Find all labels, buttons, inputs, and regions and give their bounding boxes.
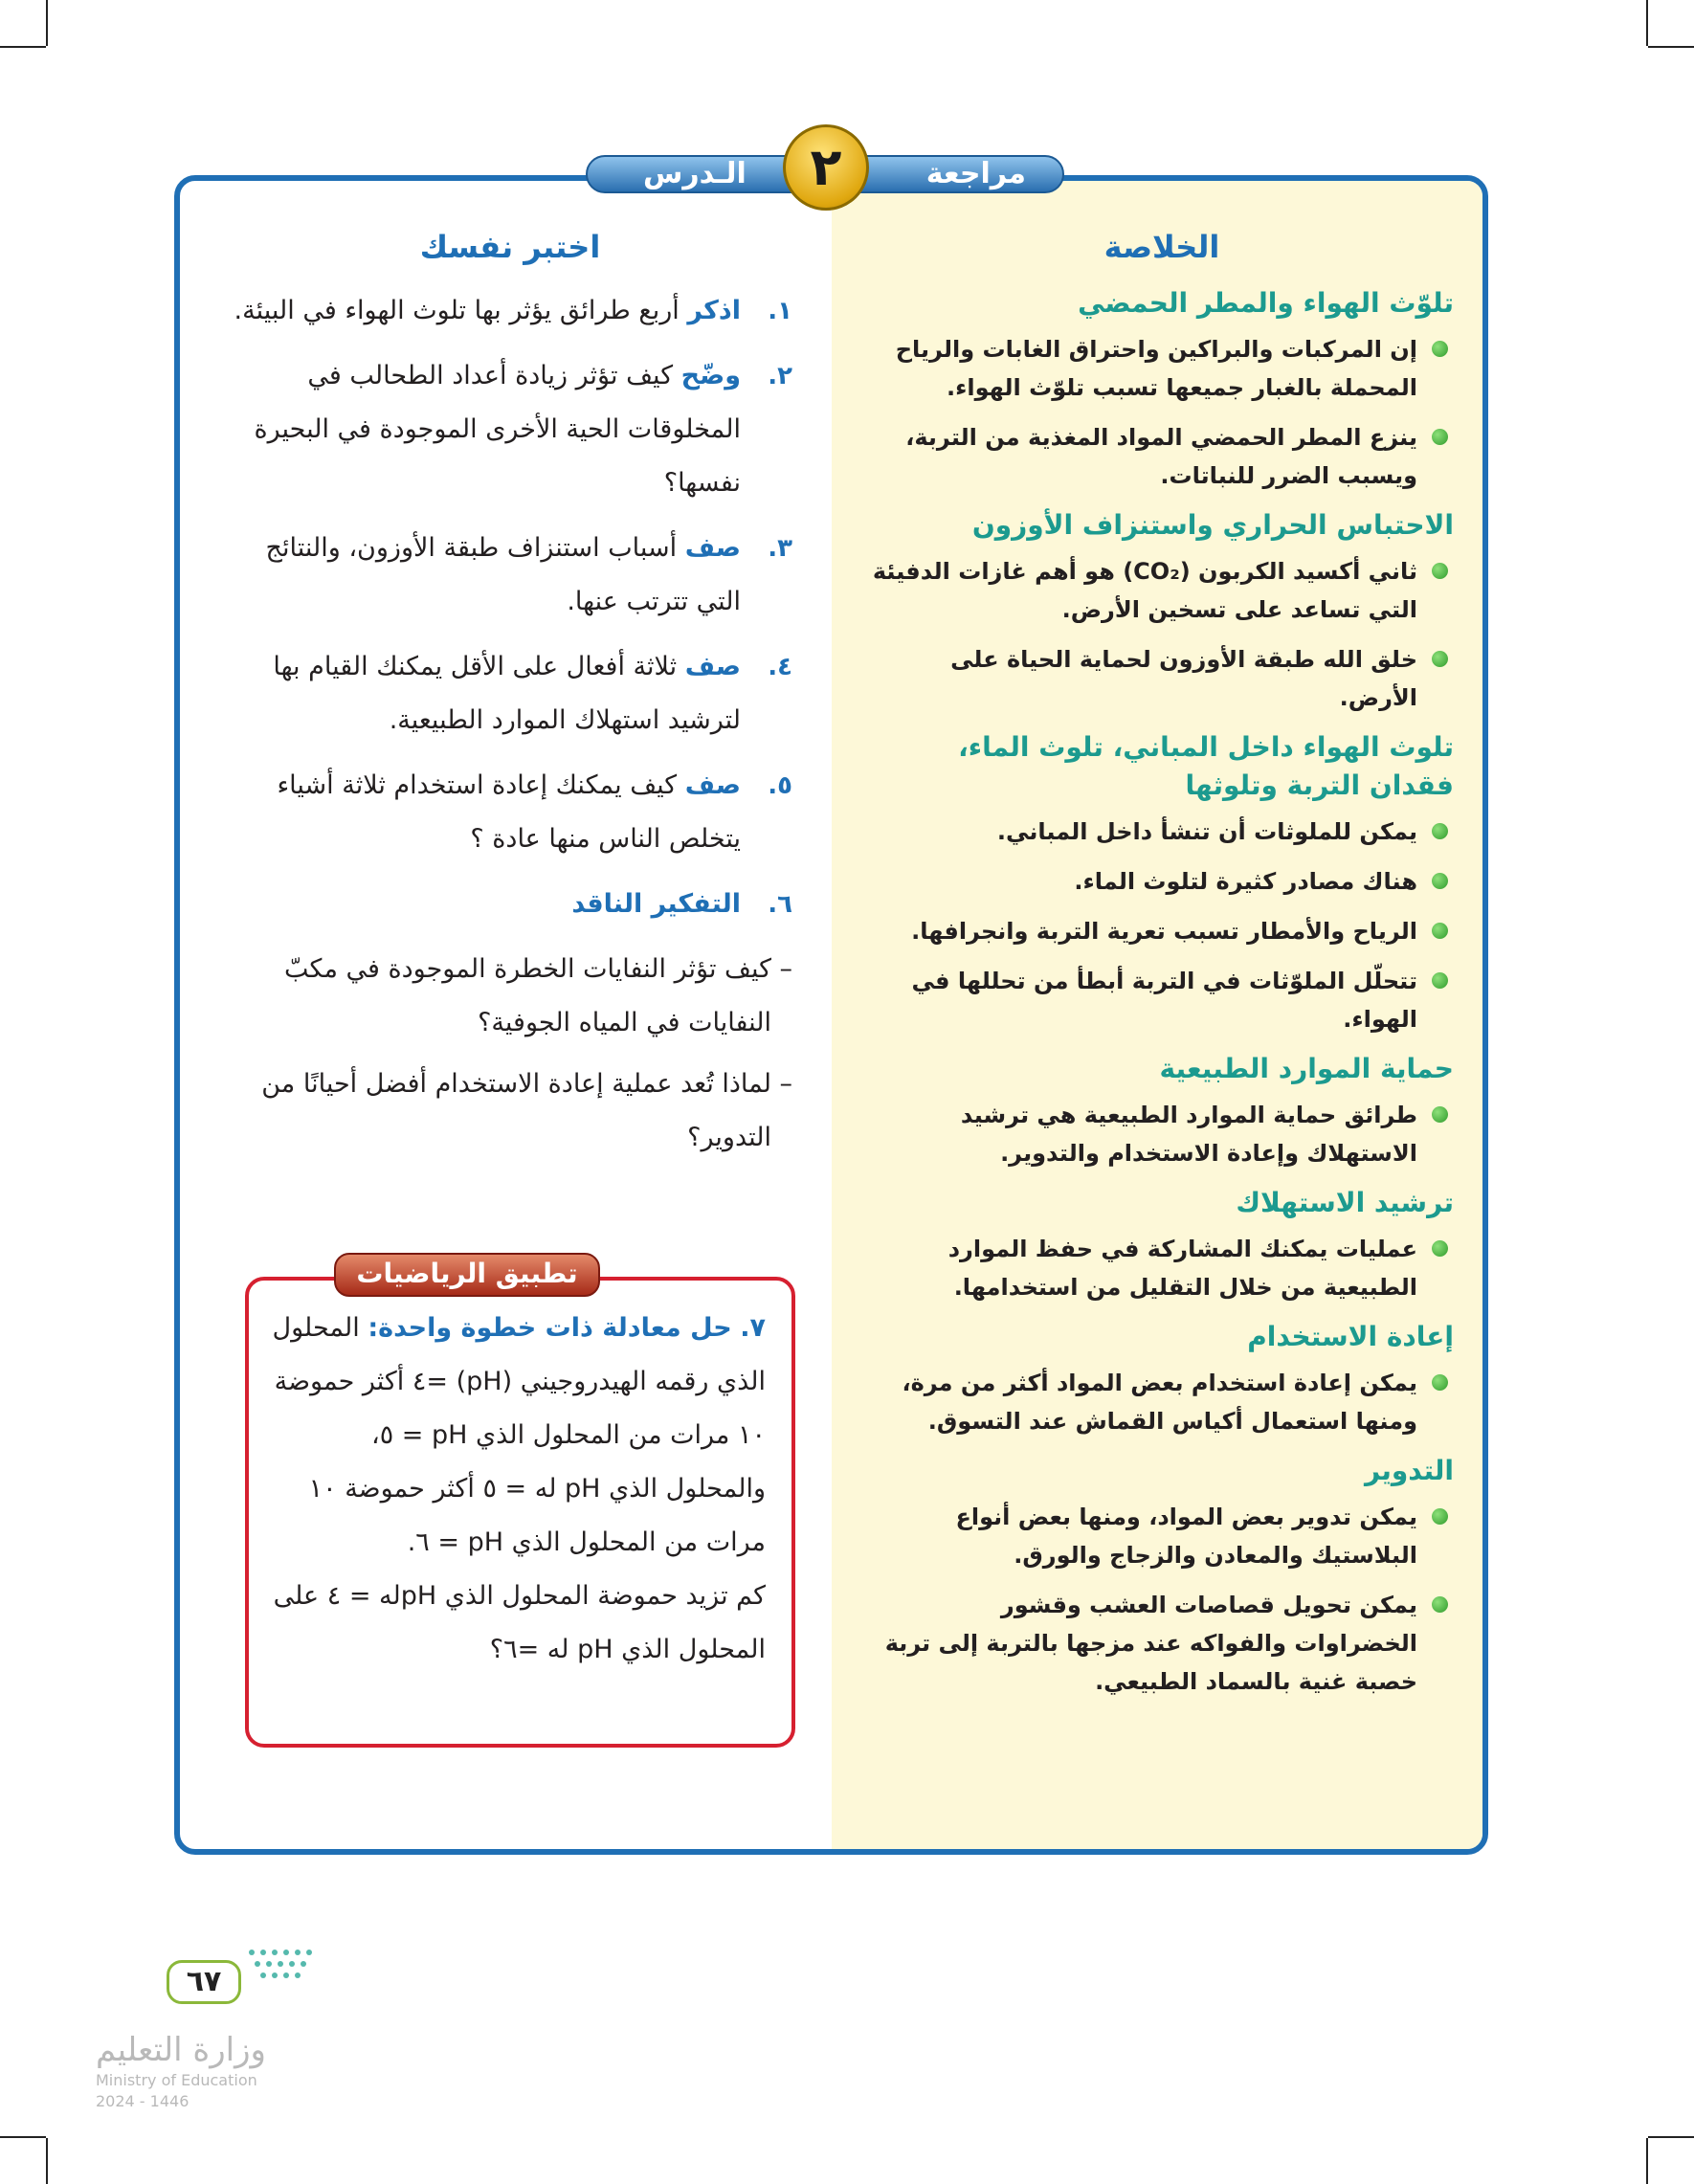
bullet-dot-icon [1432,1508,1448,1525]
crop-mark [1646,0,1648,46]
summary-bullet: الرياح والأمطار تسبب تعرية التربة وانجرافها. [870,912,1454,950]
bullet-dot-icon [1432,1240,1448,1257]
summary-bullet: يمكن إعادة استخدام بعض المواد أكثر من مرة، ومنها استعمال أكياس القماش عند التسوق. [870,1364,1454,1440]
question-item: ٦. التفكير الناقد [571,889,792,919]
question-item: ٢. وضّح كيف تؤثر زيادة أعداد الطحالب في المخلوقات الحية الأخرى الموجودة في البحيرة نفسها؟ [254,361,792,498]
crop-mark [46,0,48,46]
critical-question: – لماذا تُعد عملية إعادة الاستخدام أفضل أحيانًا من التدوير؟ [261,1069,792,1152]
bullet-dot-icon [1432,1596,1448,1613]
bullet-dot-icon [1432,873,1448,889]
ministry-name-arabic: وزارة التعليم [96,2031,266,2069]
question-item: ٥. صف كيف يمكنك إعادة استخدام ثلاثة أشياء يتخلص الناس منها عادة ؟ [277,770,792,854]
math-final-question: كم تزيد حموضة المحلول الذي pHله = ٤ على المحلول الذي pH له =٦؟ [273,1581,766,1664]
test-yourself-column [228,229,792,1172]
summary-heading: تلوث الهواء داخل المباني، تلوث الماء، فقدان التربة وتلوثها [958,731,1454,801]
crop-mark [46,2138,48,2184]
summary-heading: تلوّث الهواء والمطر الحمضي [1078,287,1454,319]
math-text: المحلول الذي رقمه الهيدروجيني (pH) =٤ أكثر حموضة ١٠ مرات من المحلول الذي pH = ٥، والمحلول الذي pH له = ٥ أكثر حموضة ١٠ مرات من المحلول الذي pH = ٦. [272,1313,766,1557]
summary-bullet: يمكن تدوير بعض المواد، ومنها بعض أنواع البلاستيك والمعادن والزجاج والورق. [870,1498,1454,1574]
crop-mark [1648,2136,1694,2138]
lesson-review-banner [586,137,1064,199]
summary-bullet: يمكن تحويل قصاصات العشب وقشور الخضراوات والفواكه عند مزجها بالتربة إلى تربة خصبة غنية بالسماد الطبيعي. [870,1586,1454,1701]
math-question [268,1302,766,1677]
summary-bullet: هناك مصادر كثيرة لتلوث الماء. [870,862,1454,901]
bullet-dot-icon [1432,341,1448,357]
summary-bullet: عمليات يمكنك المشاركة في حفظ الموارد الطبيعية من خلال التقليل من استخدامها. [870,1230,1454,1306]
page-number: ٦٧ [167,1960,241,2004]
question-item: ٣. صف أسباب استنزاف طبقة الأوزون، والنتائج التي تترتب عنها. [265,533,792,616]
review-label: مراجعة [925,157,1026,190]
ministry-name-english: Ministry of Education [96,2071,257,2089]
math-number: ٧. [740,1313,766,1343]
summary-heading: ترشيد الاستهلاك [1236,1187,1454,1218]
summary-bullet: طرائق حماية الموارد الطبيعية هي ترشيد الاستهلاك وإعادة الاستخدام والتدوير. [870,1096,1454,1172]
summary-bullet: ينزع المطر الحمضي المواد المغذية من التربة، ويسبب الضرر للنباتات. [870,418,1454,495]
ministry-year: 2024 - 1446 [96,2092,189,2110]
math-application-tab: تطبيق الرياضيات [334,1253,600,1297]
crop-mark [1646,2138,1648,2184]
summary-heading: حماية الموارد الطبيعية [1159,1053,1454,1084]
bullet-dot-icon [1432,1374,1448,1391]
critical-question: – كيف تؤثر النفايات الخطرة الموجودة في مكبّ النفايات في المياه الجوفية؟ [284,954,792,1037]
test-title: اختبر نفسك [419,229,601,265]
math-lead: حل معادلة ذات خطوة واحدة: [368,1313,732,1343]
review-frame [174,175,1488,1855]
crop-mark [0,2136,46,2138]
summary-heading: التدوير [1364,1455,1454,1486]
summary-heading: الاحتباس الحراري واستنزاف الأوزون [971,509,1454,541]
crop-mark [1648,46,1694,48]
summary-bullet: خلق الله طبقة الأوزون لحماية الحياة على الأرض. [870,640,1454,717]
bullet-dot-icon [1432,563,1448,579]
crop-mark [0,46,46,48]
bullet-dot-icon [1432,823,1448,839]
summary-bullet: تتحلّل الملوّثات في التربة أبطأ من تحللها في الهواء. [870,962,1454,1038]
lesson-number-badge: ٢ [783,124,869,211]
summary-title: الخلاصة [1103,229,1220,265]
summary-heading: إعادة الاستخدام [1247,1321,1454,1352]
lesson-label: الـدرس [643,157,747,190]
bullet-dot-icon [1432,651,1448,667]
bullet-dot-icon [1432,972,1448,989]
summary-bullet: ثاني أكسيد الكربون (CO₂) هو أهم غازات الدفيئة التي تساعد على تسخين الأرض. [870,552,1454,629]
question-item: ٤. صف ثلاثة أفعال على الأقل يمكنك القيام بها لترشيد استهلاك الموارد الطبيعية. [273,652,792,735]
summary-bullet: يمكن للملوثات أن تنشأ داخل المباني. [870,813,1454,851]
bullet-dot-icon [1432,923,1448,939]
bullet-dot-icon [1432,1106,1448,1123]
question-item: ١. اذكر أربع طرائق يؤثر بها تلوث الهواء في البيئة. [234,296,792,325]
summary-column [870,229,1454,1712]
summary-bullet: إن المركبات والبراكين واحتراق الغابات والرياح المحملة بالغبار جميعها تسبب تلوّث الهواء. [870,330,1454,407]
math-application-box [245,1277,795,1748]
bullet-dot-icon [1432,429,1448,445]
